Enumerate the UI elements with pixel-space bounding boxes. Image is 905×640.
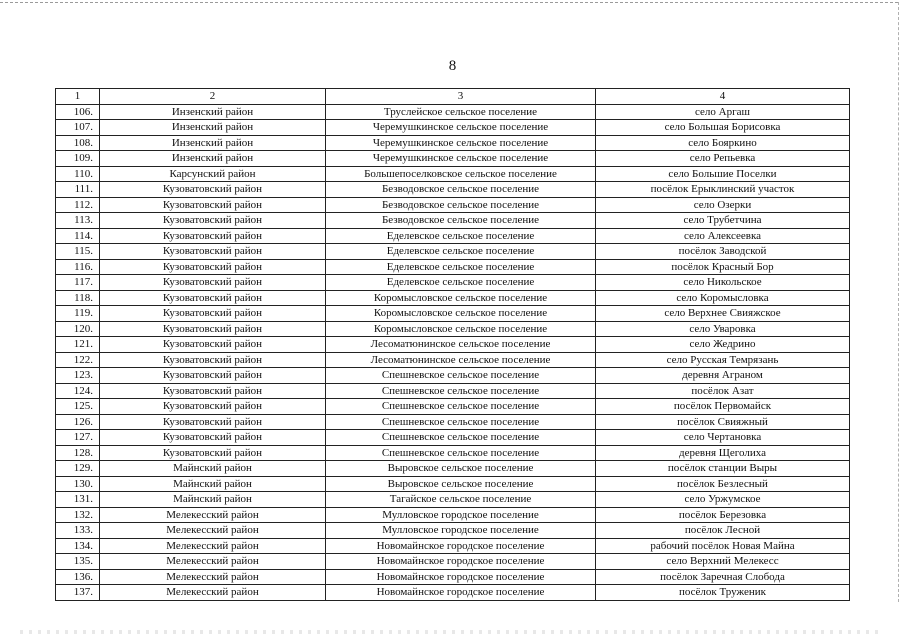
locality-cell: село Жедрино bbox=[596, 337, 850, 353]
locality-cell: посёлок Первомайск bbox=[596, 399, 850, 415]
district-cell: Кузоватовский район bbox=[100, 352, 326, 368]
row-number-cell: 115. bbox=[56, 244, 100, 260]
table-row bbox=[56, 523, 850, 539]
row-number-cell: 125. bbox=[56, 399, 100, 415]
table-row bbox=[56, 538, 850, 554]
locality-cell: посёлок Красный Бор bbox=[596, 259, 850, 275]
table-row bbox=[56, 306, 850, 322]
district-cell: Инзенский район bbox=[100, 120, 326, 136]
row-number-cell: 120. bbox=[56, 321, 100, 337]
column-header-locality: 4 bbox=[596, 89, 850, 105]
locality-cell: деревня Щеголиха bbox=[596, 445, 850, 461]
row-number-cell: 109. bbox=[56, 151, 100, 167]
table-header bbox=[56, 89, 850, 105]
district-cell: Мелекесский район bbox=[100, 538, 326, 554]
locality-cell: село Большие Поселки bbox=[596, 166, 850, 182]
table-row bbox=[56, 120, 850, 136]
row-number-cell: 127. bbox=[56, 430, 100, 446]
district-cell: Кузоватовский район bbox=[100, 244, 326, 260]
locality-cell: посёлок станции Выры bbox=[596, 461, 850, 477]
district-cell: Мелекесский район bbox=[100, 507, 326, 523]
row-number-cell: 122. bbox=[56, 352, 100, 368]
district-cell: Кузоватовский район bbox=[100, 259, 326, 275]
table-row bbox=[56, 445, 850, 461]
locality-cell: посёлок Березовка bbox=[596, 507, 850, 523]
settlement-cell: Еделевское сельское поселение bbox=[326, 259, 596, 275]
locality-cell: деревня Аграном bbox=[596, 368, 850, 384]
settlement-cell: Лесоматюнинское сельское поселение bbox=[326, 352, 596, 368]
district-cell: Мелекесский район bbox=[100, 569, 326, 585]
row-number-cell: 112. bbox=[56, 197, 100, 213]
table-row bbox=[56, 166, 850, 182]
locality-cell: село Аргаш bbox=[596, 104, 850, 120]
row-number-cell: 108. bbox=[56, 135, 100, 151]
row-number-cell: 126. bbox=[56, 414, 100, 430]
settlement-cell: Спешневское сельское поселение bbox=[326, 430, 596, 446]
row-number-cell: 114. bbox=[56, 228, 100, 244]
locality-cell: посёлок Свияжный bbox=[596, 414, 850, 430]
row-number-cell: 132. bbox=[56, 507, 100, 523]
scan-right-border bbox=[898, 2, 899, 602]
page-number: 8 bbox=[448, 58, 457, 74]
settlement-cell: Труслейское сельское поселение bbox=[326, 104, 596, 120]
table-row bbox=[56, 228, 850, 244]
locality-cell: село Большая Борисовка bbox=[596, 120, 850, 136]
scan-top-border bbox=[0, 2, 898, 3]
settlement-cell: Спешневское сельское поселение bbox=[326, 414, 596, 430]
settlement-cell: Коромысловское сельское поселение bbox=[326, 321, 596, 337]
row-number-cell: 134. bbox=[56, 538, 100, 554]
district-cell: Кузоватовский район bbox=[100, 414, 326, 430]
table-row bbox=[56, 290, 850, 306]
district-cell: Кузоватовский район bbox=[100, 182, 326, 198]
locality-cell: посёлок Заречная Слобода bbox=[596, 569, 850, 585]
district-cell: Кузоватовский район bbox=[100, 275, 326, 291]
row-number-cell: 119. bbox=[56, 306, 100, 322]
district-cell: Инзенский район bbox=[100, 104, 326, 120]
settlement-cell: Еделевское сельское поселение bbox=[326, 244, 596, 260]
row-number-cell: 131. bbox=[56, 492, 100, 508]
district-cell: Инзенский район bbox=[100, 135, 326, 151]
settlement-cell: Тагайское сельское поселение bbox=[326, 492, 596, 508]
locality-cell: посёлок Заводской bbox=[596, 244, 850, 260]
column-header-settlement: 3 bbox=[326, 89, 596, 105]
table-row bbox=[56, 507, 850, 523]
district-cell: Кузоватовский район bbox=[100, 368, 326, 384]
row-number-cell: 121. bbox=[56, 337, 100, 353]
district-cell: Кузоватовский район bbox=[100, 337, 326, 353]
locality-cell: село Коромысловка bbox=[596, 290, 850, 306]
district-cell: Кузоватовский район bbox=[100, 445, 326, 461]
row-number-cell: 133. bbox=[56, 523, 100, 539]
district-cell: Кузоватовский район bbox=[100, 430, 326, 446]
row-number-cell: 130. bbox=[56, 476, 100, 492]
settlement-cell: Еделевское сельское поселение bbox=[326, 228, 596, 244]
settlement-cell: Безводовское сельское поселение bbox=[326, 213, 596, 229]
settlement-cell: Еделевское сельское поселение bbox=[326, 275, 596, 291]
table-row bbox=[56, 104, 850, 120]
table-row bbox=[56, 197, 850, 213]
row-number-cell: 118. bbox=[56, 290, 100, 306]
table-row bbox=[56, 259, 850, 275]
table-row bbox=[56, 368, 850, 384]
row-number-cell: 137. bbox=[56, 585, 100, 601]
table-row bbox=[56, 569, 850, 585]
locality-cell: посёлок Лесной bbox=[596, 523, 850, 539]
locality-cell: село Озерки bbox=[596, 197, 850, 213]
row-number-cell: 111. bbox=[56, 182, 100, 198]
district-cell: Кузоватовский район bbox=[100, 321, 326, 337]
table-row bbox=[56, 399, 850, 415]
district-cell: Кузоватовский район bbox=[100, 399, 326, 415]
row-number-cell: 113. bbox=[56, 213, 100, 229]
settlement-cell: Мулловское городское поселение bbox=[326, 507, 596, 523]
locality-cell: село Уржумское bbox=[596, 492, 850, 508]
settlement-cell: Спешневское сельское поселение bbox=[326, 368, 596, 384]
district-cell: Кузоватовский район bbox=[100, 383, 326, 399]
settlement-cell: Большепоселковское сельское поселение bbox=[326, 166, 596, 182]
district-cell: Мелекесский район bbox=[100, 585, 326, 601]
row-number-cell: 136. bbox=[56, 569, 100, 585]
district-cell: Кузоватовский район bbox=[100, 197, 326, 213]
table-row bbox=[56, 321, 850, 337]
table-row bbox=[56, 337, 850, 353]
table-body bbox=[56, 104, 850, 600]
row-number-cell: 128. bbox=[56, 445, 100, 461]
settlement-cell: Мулловское городское поселение bbox=[326, 523, 596, 539]
table-row bbox=[56, 352, 850, 368]
locality-cell: село Трубетчина bbox=[596, 213, 850, 229]
settlement-cell: Черемушкинское сельское поселение bbox=[326, 151, 596, 167]
district-cell: Майнский район bbox=[100, 476, 326, 492]
district-cell: Кузоватовский район bbox=[100, 228, 326, 244]
table-row bbox=[56, 213, 850, 229]
district-cell: Кузоватовский район bbox=[100, 306, 326, 322]
table-row bbox=[56, 476, 850, 492]
settlement-cell: Черемушкинское сельское поселение bbox=[326, 120, 596, 136]
settlement-cell: Выровское сельское поселение bbox=[326, 476, 596, 492]
settlement-cell: Выровское сельское поселение bbox=[326, 461, 596, 477]
district-cell: Мелекесский район bbox=[100, 523, 326, 539]
locality-cell: село Репьевка bbox=[596, 151, 850, 167]
settlement-cell: Новомайнское городское поселение bbox=[326, 569, 596, 585]
locality-cell: посёлок Труженик bbox=[596, 585, 850, 601]
locality-cell: село Чертановка bbox=[596, 430, 850, 446]
district-cell: Мелекесский район bbox=[100, 554, 326, 570]
locality-cell: рабочий посёлок Новая Майна bbox=[596, 538, 850, 554]
settlement-cell: Коромысловское сельское поселение bbox=[326, 290, 596, 306]
settlement-cell: Безводовское сельское поселение bbox=[326, 197, 596, 213]
locality-cell: село Верхний Мелекесс bbox=[596, 554, 850, 570]
row-number-cell: 106. bbox=[56, 104, 100, 120]
settlement-cell: Спешневское сельское поселение bbox=[326, 399, 596, 415]
table-row bbox=[56, 585, 850, 601]
table-row bbox=[56, 554, 850, 570]
locality-cell: посёлок Безлесный bbox=[596, 476, 850, 492]
settlements-table bbox=[55, 88, 850, 601]
row-number-cell: 116. bbox=[56, 259, 100, 275]
table-row bbox=[56, 414, 850, 430]
row-number-cell: 117. bbox=[56, 275, 100, 291]
district-cell: Майнский район bbox=[100, 492, 326, 508]
locality-cell: село Русская Темрязань bbox=[596, 352, 850, 368]
district-cell: Инзенский район bbox=[100, 151, 326, 167]
table-row bbox=[56, 430, 850, 446]
table-row bbox=[56, 182, 850, 198]
locality-cell: посёлок Азат bbox=[596, 383, 850, 399]
row-number-cell: 124. bbox=[56, 383, 100, 399]
column-header-number: 1 bbox=[56, 89, 100, 105]
scan-bottom-artifact bbox=[20, 630, 880, 634]
locality-cell: посёлок Ерыклинский участок bbox=[596, 182, 850, 198]
locality-cell: село Верхнее Свияжское bbox=[596, 306, 850, 322]
locality-cell: село Алексеевка bbox=[596, 228, 850, 244]
table-row bbox=[56, 135, 850, 151]
table-row bbox=[56, 461, 850, 477]
district-cell: Майнский район bbox=[100, 461, 326, 477]
locality-cell: село Никольское bbox=[596, 275, 850, 291]
settlement-cell: Черемушкинское сельское поселение bbox=[326, 135, 596, 151]
settlement-cell: Лесоматюнинское сельское поселение bbox=[326, 337, 596, 353]
district-cell: Карсунский район bbox=[100, 166, 326, 182]
row-number-cell: 107. bbox=[56, 120, 100, 136]
row-number-cell: 135. bbox=[56, 554, 100, 570]
row-number-cell: 110. bbox=[56, 166, 100, 182]
table-row bbox=[56, 492, 850, 508]
row-number-cell: 129. bbox=[56, 461, 100, 477]
locality-cell: село Уваровка bbox=[596, 321, 850, 337]
table-row bbox=[56, 151, 850, 167]
settlement-cell: Спешневское сельское поселение bbox=[326, 383, 596, 399]
table-row bbox=[56, 383, 850, 399]
settlement-cell: Спешневское сельское поселение bbox=[326, 445, 596, 461]
settlement-cell: Новомайнское городское поселение bbox=[326, 538, 596, 554]
header-row bbox=[56, 89, 850, 105]
settlement-cell: Новомайнское городское поселение bbox=[326, 554, 596, 570]
table-row bbox=[56, 244, 850, 260]
table-row bbox=[56, 275, 850, 291]
settlement-cell: Безводовское сельское поселение bbox=[326, 182, 596, 198]
settlement-cell: Коромысловское сельское поселение bbox=[326, 306, 596, 322]
district-cell: Кузоватовский район bbox=[100, 290, 326, 306]
row-number-cell: 123. bbox=[56, 368, 100, 384]
column-header-district: 2 bbox=[100, 89, 326, 105]
locality-cell: село Бояркино bbox=[596, 135, 850, 151]
settlement-cell: Новомайнское городское поселение bbox=[326, 585, 596, 601]
district-cell: Кузоватовский район bbox=[100, 213, 326, 229]
